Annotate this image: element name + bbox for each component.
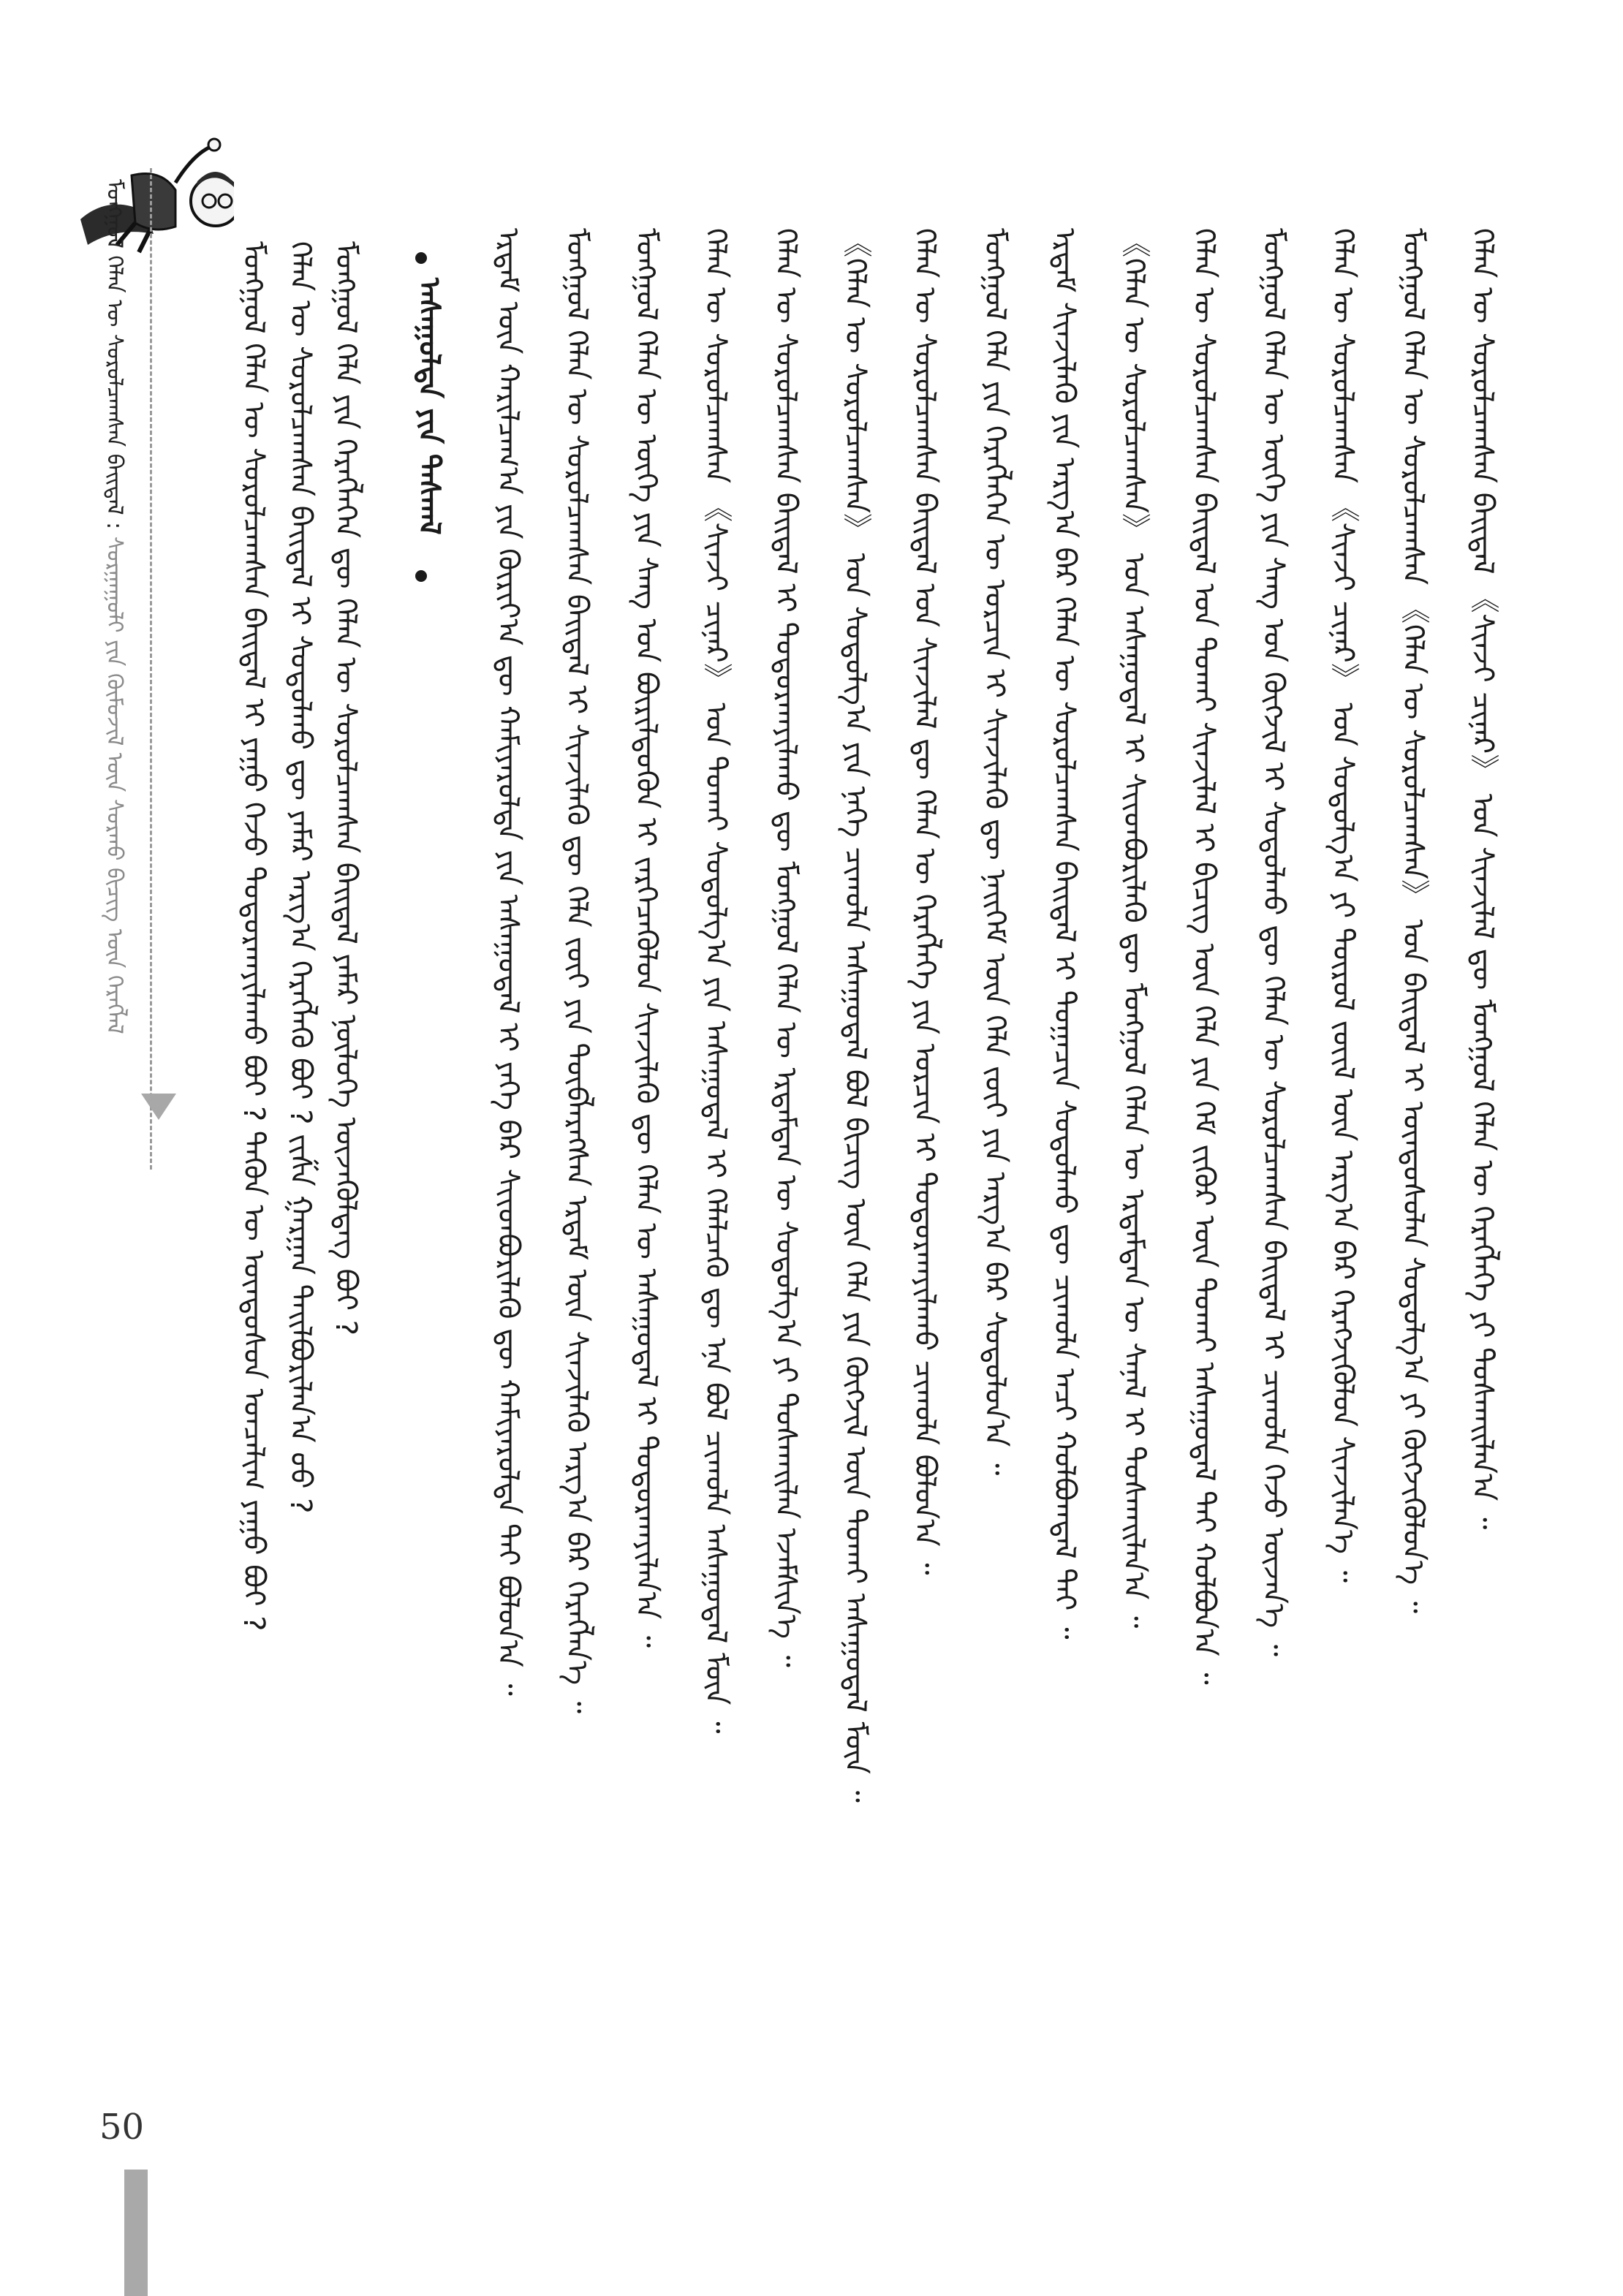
question-line-3: ᠮᠣᠩᠭᠣᠯ ᠬᠡᠯᠡ ᠶᠢᠨ ᠬᠡᠷᠡᠭᠯᠡᠭᠡᠨ ᠳᠦ ᠬᠡᠯᠡᠨ ᠦ ᠰᠤᠷᠤᠯᠴᠠᠭᠰᠠᠨ ᠪᠠᠢᠳᠠᠯ ᠶᠠᠮᠠᠷ ᠨᠥᠯᠦᠭᠡ ᠦᠵᠡᠭᠦᠯᠳᠡᠭ ᠪᠤᠢ ? xyxy=(329,241,363,1335)
bullet-icon xyxy=(415,570,427,582)
running-header-subtitle: ᠰᠤᠷᠭᠠᠭᠤᠯᠢ ᠶᠢᠨ ᠬᠦᠮᠦᠵᠢᠯ ᠦᠨ ᠰᠤᠷᠬᠤ ᠪᠢᠴᠢᠭ ᠦᠨ ᠬᠡᠷᠡᠭᠯᠡᠯ xyxy=(102,536,127,1034)
paragraph-line-2: ᠮᠣᠩᠭᠣᠯ ᠬᠡᠯᠡᠨ ᠦ ᠰᠤᠷᠤᠯᠴᠠᠭᠰᠠᠨ ᠪᠠᠢᠳᠠᠯ ᠢ ᠰᠢᠨᠵᠢᠯᠡᠬᠦ ᠳᠦ ᠬᠡᠯᠡ ᠵᠦᠢ ᠶᠢᠨ ᠲᠥᠪᠯᠡᠷᠡᠭᠰᠡᠨ ᠡᠷᠳᠡᠮ ᠦᠨ ᠰᠢᠨᠵᠢᠯᠡᠬᠦ ᠠᠷᠭ᠎ᠠ ᠪᠠᠷ ᠬᠡᠷᠡᠭᠯᠡᠨ᠎ᠡ ᠃ xyxy=(560,228,594,1714)
running-header-title: ᠮᠣᠩᠭᠣᠯ ᠬᠡᠯᠡᠨ ᠦ ᠰᠤᠷᠤᠯᠴᠠᠭᠰᠠᠨ ᠪᠠᠢᠳᠠᠯ : xyxy=(102,179,127,530)
paragraph-line-9: ᠡᠷᠳᠡᠮ ᠰᠢᠨᠵᠢᠯᠡᠬᠦ ᠶᠢᠨ ᠠᠷᠭ᠎ᠠ ᠪᠠᠷ ᠬᠡᠯᠡᠨ ᠦ ᠰᠤᠷᠤᠯᠴᠠᠭᠰᠠᠨ ᠪᠠᠢᠳᠠᠯ ᠢ ᠲᠣᠭᠠᠴᠢᠨ ᠰᠤᠳᠤᠯᠬᠤ ᠳᠦ ᠴᠢᠬᠤᠯᠠ ᠠᠴᠢ ᠬᠣᠯᠪᠣᠭᠳᠠᠯ ᠲᠠᠢ ᠃ xyxy=(1048,228,1081,1640)
thumb-tab xyxy=(124,2170,148,2296)
paragraph-line-14: ᠮᠣᠩᠭᠣᠯ ᠬᠡᠯᠡᠨ ᠦ ᠰᠤᠷᠤᠯᠴᠠᠭᠰᠠᠨ 《ᠬᠡᠯᠡᠨ ᠦ ᠰᠤᠷᠤᠯᠴᠠᠭᠰᠠᠨ》 ᠤᠨ ᠪᠠᠢᠳᠠᠯ ᠢ ᠦᠨᠳᠦᠰᠦᠯᠡᠨ ᠰᠤᠳᠤᠯᠭ᠎ᠠ ᠶᠢ ᠬᠥᠭᠵᠢᠭᠦᠯᠦᠨ᠎ᠡ ᠃ xyxy=(1396,228,1430,1614)
paragraph-line-4: ᠬᠡᠯᠡᠨ ᠦ ᠰᠤᠷᠤᠯᠴᠠᠭᠰᠠᠨ 《ᠰᠢᠨᠵᠢ ᠴᠢᠨᠠᠷ》 ᠤᠨ ᠲᠤᠬᠠᠢ ᠰᠤᠳᠤᠯᠭ᠎ᠠ ᠶᠢᠨ ᠠᠰᠠᠭᠤᠳᠠᠯ ᠢ ᠬᠡᠯᠡᠯᠴᠡᠬᠦ ᠳᠦ ᠡᠨᠡ ᠪᠣᠯ ᠴᠢᠬᠤᠯᠠ ᠠᠰᠠᠭᠤᠳᠠᠯ ᠮᠥᠨ ᠃ xyxy=(699,228,733,1734)
paragraph-line-1: ᠡᠷᠳᠡᠮ ᠦᠨ ᠬᠠᠷᠢᠯᠴᠠᠭ᠎ᠠ ᠶᠢᠨ ᠬᠦᠷᠢᠶ᠎ᠡᠨ ᠳᠦ ᠬᠠᠮᠢᠶᠠᠷᠤᠯᠳᠠ ᠶᠢᠨ ᠠᠰᠠᠭᠤᠳᠠᠯ ᠢ ᠶᠡᠬᠡ ᠪᠡᠷ ᠰᠢᠢᠳᠪᠦᠷᠢᠯᠡᠬᠦ ᠳᠦ ᠬᠠᠮᠢᠶᠠᠷᠤᠯᠳᠠ ᠲᠠᠢ ᠪᠣᠯᠤᠨ᠎ᠠ ᠃ xyxy=(491,228,525,1696)
paragraph-line-12: ᠮᠣᠩᠭᠣᠯ ᠬᠡᠯᠡᠨ ᠦ ᠦᠭᠡ ᠶᠢᠨ ᠰᠠᠩ ᠤᠨ ᠬᠥᠭᠵᠢᠯ ᠢ ᠰᠤᠳᠤᠯᠬᠤ ᠳᠦ ᠬᠡᠯᠡᠨ ᠦ ᠰᠤᠷᠤᠯᠴᠠᠭᠰᠠᠨ ᠪᠠᠢᠳᠠᠯ ᠢ ᠴᠢᠬᠤᠯᠠ ᠭᠡᠵᠦ ᠦᠵᠡᠨ᠎ᠡ ᠃ xyxy=(1257,228,1290,1657)
page-number: 50 xyxy=(99,2107,145,2148)
paragraph-line-8: ᠮᠣᠩᠭᠣᠯ ᠬᠡᠯᠡ ᠶᠢᠨ ᠬᠡᠷᠡᠭᠯᠡᠭᠡᠨ ᠦ ᠣᠷᠴᠢᠨ ᠢ ᠰᠢᠨᠵᠢᠯᠡᠬᠦ ᠳᠦ ᠨᠡᠢᠭᠡᠮ ᠦᠨ ᠬᠡᠯᠡ ᠵᠦᠢ ᠶᠢᠨ ᠠᠷᠭ᠎ᠠ ᠪᠠᠷ ᠰᠤᠳᠤᠯᠤᠨ᠎ᠠ ᠃ xyxy=(978,228,1012,1476)
paragraph-line-5: ᠬᠡᠯᠡᠨ ᠦ ᠰᠤᠷᠤᠯᠴᠠᠭᠰᠠᠨ ᠪᠠᠢᠳᠠᠯ ᠢ ᠲᠣᠳᠣᠷᠬᠠᠶᠢᠯᠠᠬᠤ ᠳᠦ ᠮᠣᠩᠭᠣᠯ ᠬᠡᠯᠡᠨ ᠦ ᠡᠷᠳᠡᠮᠲᠡᠨ ᠦ ᠰᠤᠳᠤᠯᠭ᠎ᠠ ᠶᠢ ᠲᠤᠰᠬᠠᠢᠯᠠᠨ ᠡᠵᠡᠮᠰᠢᠨ᠎ᠡ ᠃ xyxy=(769,228,803,1667)
question-line-2: ᠬᠡᠯᠡᠨ ᠦ ᠰᠤᠷᠤᠯᠴᠠᠭᠰᠠᠨ ᠪᠠᠢᠳᠠᠯ ᠢ ᠰᠤᠳᠤᠯᠬᠤ ᠳᠦ ᠶᠠᠮᠠᠷ ᠠᠷᠭ᠎ᠠ ᠬᠡᠷᠡᠭᠯᠡᠬᠦ ᠪᠤᠢ ? ᠵᠢᠱᠡ ᠭᠠᠷᠭᠠᠨ ᠲᠠᠢᠯᠪᠤᠷᠢᠯᠠᠨ᠎ᠠ ᠤᠤ ? xyxy=(284,241,317,1514)
arrow-marker-icon xyxy=(141,1094,176,1120)
header-dashed-rule xyxy=(150,168,152,1170)
section-heading: ᠠᠰᠠᠭᠤᠯᠲᠠ ᠶᠢᠨ ᠳᠠᠰᠬᠠᠯ xyxy=(412,278,446,535)
bullet-icon xyxy=(415,252,427,264)
paragraph-line-7: ᠬᠡᠯᠡᠨ ᠦ ᠰᠤᠷᠤᠯᠴᠠᠭᠰᠠᠨ ᠪᠠᠢᠳᠠᠯ ᠤᠨ ᠰᠢᠨᠵᠢᠯᠡᠯ ᠳᠦ ᠬᠡᠯᠡᠨ ᠦ ᠬᠡᠷᠡᠭᠯᠡᠭᠡ ᠶᠢᠨ ᠣᠷᠴᠢᠨ ᠢ ᠲᠣᠳᠣᠷᠬᠠᠶᠢᠯᠠᠬᠤ ᠴᠢᠬᠤᠯᠠ ᠪᠣᠯᠤᠨ᠎ᠠ ᠃ xyxy=(908,228,942,1575)
paragraph-line-11: ᠬᠡᠯᠡᠨ ᠦ ᠰᠤᠷᠤᠯᠴᠠᠭᠰᠠᠨ ᠪᠠᠢᠳᠠᠯ ᠤᠨ ᠲᠤᠬᠠᠢ ᠰᠢᠨᠵᠢᠯᠡᠯ ᠢ ᠪᠢᠴᠢᠭ ᠦᠨ ᠬᠡᠯᠡ ᠶᠢᠨ ᠬᠡᠮ ᠵᠢᠭᠦᠷ ᠦᠨ ᠲᠤᠬᠠᠢ ᠠᠰᠠᠭᠤᠳᠠᠯ ᠲᠠᠢ ᠬᠣᠯᠪᠣᠨ᠎ᠠ ᠃ xyxy=(1187,228,1221,1685)
question-line-1: ᠮᠣᠩᠭᠣᠯ ᠬᠡᠯᠡᠨ ᠦ ᠰᠤᠷᠤᠯᠴᠠᠭᠰᠠᠨ ᠪᠠᠢᠳᠠᠯ ᠢ ᠶᠠᠭᠤ ᠭᠡᠵᠦ ᠲᠣᠳᠣᠷᠬᠠᠶᠢᠯᠠᠬᠤ ᠪᠤᠢ ? ᠲᠡᠭᠦᠨ ᠦ ᠦᠨᠳᠦᠰᠦᠨ ᠣᠨᠴᠠᠯᠢᠭ ᠶᠠᠭᠤ ᠪᠤᠢ ? xyxy=(237,241,270,1632)
paragraph-line-15: ᠬᠡᠯᠡᠨ ᠦ ᠰᠤᠷᠤᠯᠴᠠᠭᠰᠠᠨ ᠪᠠᠢᠳᠠᠯ 《ᠰᠢᠨᠵᠢ ᠴᠢᠨᠠᠷ》 ᠤᠨ ᠰᠢᠨᠵᠢᠯᠡᠯ ᠳᠦ ᠮᠣᠩᠭᠣᠯ ᠬᠡᠯᠡᠨ ᠦ ᠬᠡᠷᠡᠭᠯᠡᠭᠡ ᠶᠢ ᠲᠤᠰᠬᠠᠢᠯᠠᠨ᠎ᠠ ᠃ xyxy=(1466,228,1499,1530)
paragraph-line-6: 《ᠬᠡᠯᠡᠨ ᠦ ᠰᠤᠷᠤᠯᠴᠠᠭᠰᠠᠨ》 ᠤᠨ ᠰᠤᠳᠤᠯᠭ᠎ᠠ ᠶᠢᠨ ᠨᠡᠭᠡ ᠴᠢᠬᠤᠯᠠ ᠠᠰᠠᠭᠤᠳᠠᠯ ᠪᠣᠯ ᠪᠢᠴᠢᠭ ᠦᠨ ᠬᠡᠯᠡ ᠶᠢᠨ ᠬᠥᠭᠵᠢᠯ ᠦᠨ ᠲᠤᠬᠠᠢ ᠠᠰᠠᠭᠤᠳᠠᠯ ᠮᠥᠨ ᠃ xyxy=(839,228,872,1803)
paragraph-line-13: ᠬᠡᠯᠡᠨ ᠦ ᠰᠤᠷᠤᠯᠴᠠᠭᠰᠠᠨ 《ᠰᠢᠨᠵᠢ ᠴᠢᠨᠠᠷ》 ᠤᠨ ᠰᠤᠳᠤᠯᠭ᠎ᠠ ᠶᠢ ᠲᠥᠷᠦᠯ ᠵᠦᠢᠯ ᠦᠨ ᠠᠷᠭ᠎ᠠ ᠪᠠᠷ ᠬᠡᠷᠡᠭᠵᠢᠭᠦᠯᠦᠨ ᠰᠢᠨᠵᠢᠯᠡᠨ᠎ᠡ ᠃ xyxy=(1326,228,1360,1583)
paragraph-line-10: 《ᠬᠡᠯᠡᠨ ᠦ ᠰᠤᠷᠤᠯᠴᠠᠭᠰᠠᠨ》 ᠤᠨ ᠠᠰᠠᠭᠤᠳᠠᠯ ᠢ ᠰᠢᠢᠳᠪᠦᠷᠢᠯᠡᠬᠦ ᠳᠦ ᠮᠣᠩᠭᠣᠯ ᠬᠡᠯᠡᠨ ᠦ ᠡᠷᠳᠡᠮᠲᠡᠨ ᠦ ᠰᠠᠨᠠᠯ ᠢ ᠲᠤᠰᠬᠠᠢᠯᠠᠨ᠎ᠠ ᠃ xyxy=(1117,228,1151,1629)
running-header xyxy=(95,179,134,1034)
paragraph-line-3: ᠮᠣᠩᠭᠣᠯ ᠬᠡᠯᠡᠨ ᠦ ᠦᠭᠡ ᠶᠢᠨ ᠰᠠᠩ ᠤᠨ ᠪᠦᠷᠢᠯᠳᠦᠬᠦᠨ ᠢ ᠵᠡᠷᠭᠡᠴᠡᠭᠦᠯᠦᠨ ᠰᠢᠨᠵᠢᠯᠡᠬᠦ ᠳᠦ ᠬᠡᠯᠡᠨ ᠦ ᠠᠰᠠᠭᠤᠳᠠᠯ ᠢ ᠲᠣᠳᠣᠷᠬᠠᠶᠢᠯᠠᠨ᠎ᠠ ᠃ xyxy=(629,228,663,1648)
